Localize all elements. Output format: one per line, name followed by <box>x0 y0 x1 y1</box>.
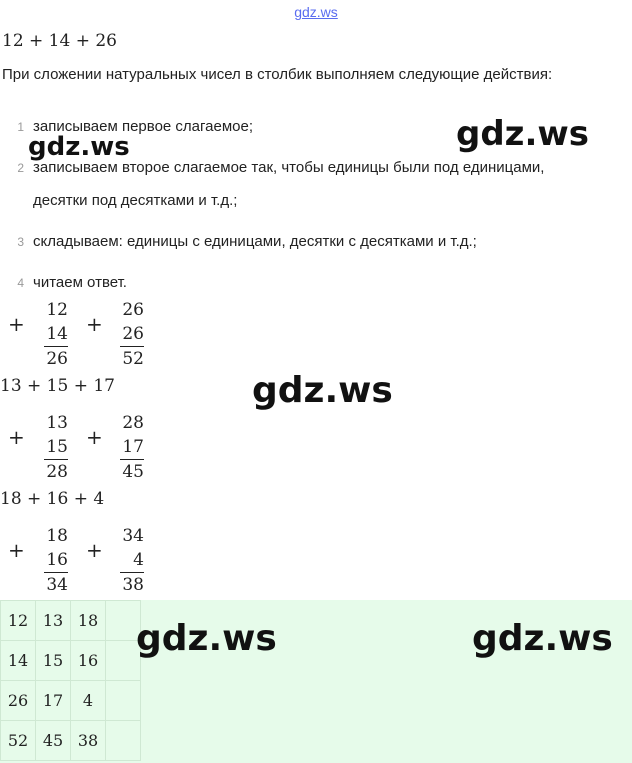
column-b <box>120 411 144 484</box>
step-text: записываем второе слагаемое так, чтобы единицы были под единицами, <box>33 159 545 176</box>
column-a <box>44 298 68 371</box>
expression-2: 13 + 15 + 17 <box>0 376 115 396</box>
addend: 34 <box>122 526 144 546</box>
column-b <box>120 298 144 371</box>
expression-1: 12 + 14 + 26 <box>2 31 117 51</box>
grid-cell: 16 <box>71 641 106 681</box>
plus-sign: + <box>86 312 103 336</box>
column-a <box>44 524 68 597</box>
addend: 17 <box>122 437 144 457</box>
step-number: 1 <box>17 120 24 134</box>
step-number: 2 <box>17 161 24 175</box>
plus-sign: + <box>8 312 25 336</box>
grid-cell: 12 <box>1 601 36 641</box>
site-link[interactable]: gdz.ws <box>294 4 338 20</box>
addend: 26 <box>122 300 144 320</box>
sum: 52 <box>120 346 144 371</box>
addend: 14 <box>46 324 68 344</box>
plus-sign: + <box>86 425 103 449</box>
addend: 26 <box>122 324 144 344</box>
watermark: gdz.ws <box>472 618 613 659</box>
plus-sign: + <box>8 425 25 449</box>
step-number: 3 <box>17 235 24 249</box>
number-grid <box>0 600 141 761</box>
grid-cell: 38 <box>71 721 106 761</box>
addend: 16 <box>46 550 68 570</box>
plus-sign: + <box>8 538 25 562</box>
step-text: записываем первое слагаемое; <box>33 118 254 135</box>
intro-text: При сложении натуральных чисел в столбик выполняем следующие действия: <box>2 66 553 83</box>
addend: 28 <box>122 413 144 433</box>
table-row <box>1 721 141 761</box>
watermark: gdz.ws <box>28 132 130 162</box>
column-a <box>44 411 68 484</box>
grid-cell: 15 <box>36 641 71 681</box>
grid-cell: 52 <box>1 721 36 761</box>
plus-sign: + <box>86 538 103 562</box>
addend: 18 <box>46 526 68 546</box>
grid-cell: 18 <box>71 601 106 641</box>
sum: 28 <box>44 459 68 484</box>
grid-cell: 45 <box>36 721 71 761</box>
step-text: складываем: единицы с единицами, десятки с десятками и т.д.; <box>33 233 477 250</box>
expression-3: 18 + 16 + 4 <box>0 489 105 509</box>
watermark: gdz.ws <box>252 370 393 411</box>
addend: 13 <box>46 413 68 433</box>
grid-cell: 4 <box>71 681 106 721</box>
grid-cell: 26 <box>1 681 36 721</box>
table-row <box>1 681 141 721</box>
step-text-continued: десятки под десятками и т.д.; <box>33 192 238 209</box>
addend: 12 <box>46 300 68 320</box>
grid-cell: 14 <box>1 641 36 681</box>
table-row <box>1 601 141 641</box>
sum: 38 <box>120 572 144 597</box>
grid-cell: 13 <box>36 601 71 641</box>
grid-cell <box>106 681 141 721</box>
sum: 34 <box>44 572 68 597</box>
sum: 45 <box>120 459 144 484</box>
column-b <box>120 524 144 597</box>
table-row <box>1 641 141 681</box>
addend: 4 <box>133 550 144 570</box>
step-text: читаем ответ. <box>33 274 127 291</box>
sum: 26 <box>44 346 68 371</box>
grid-cell <box>106 721 141 761</box>
addend: 15 <box>46 437 68 457</box>
step-number: 4 <box>17 276 24 290</box>
watermark: gdz.ws <box>456 114 590 154</box>
grid-cell: 17 <box>36 681 71 721</box>
watermark: gdz.ws <box>136 618 277 659</box>
